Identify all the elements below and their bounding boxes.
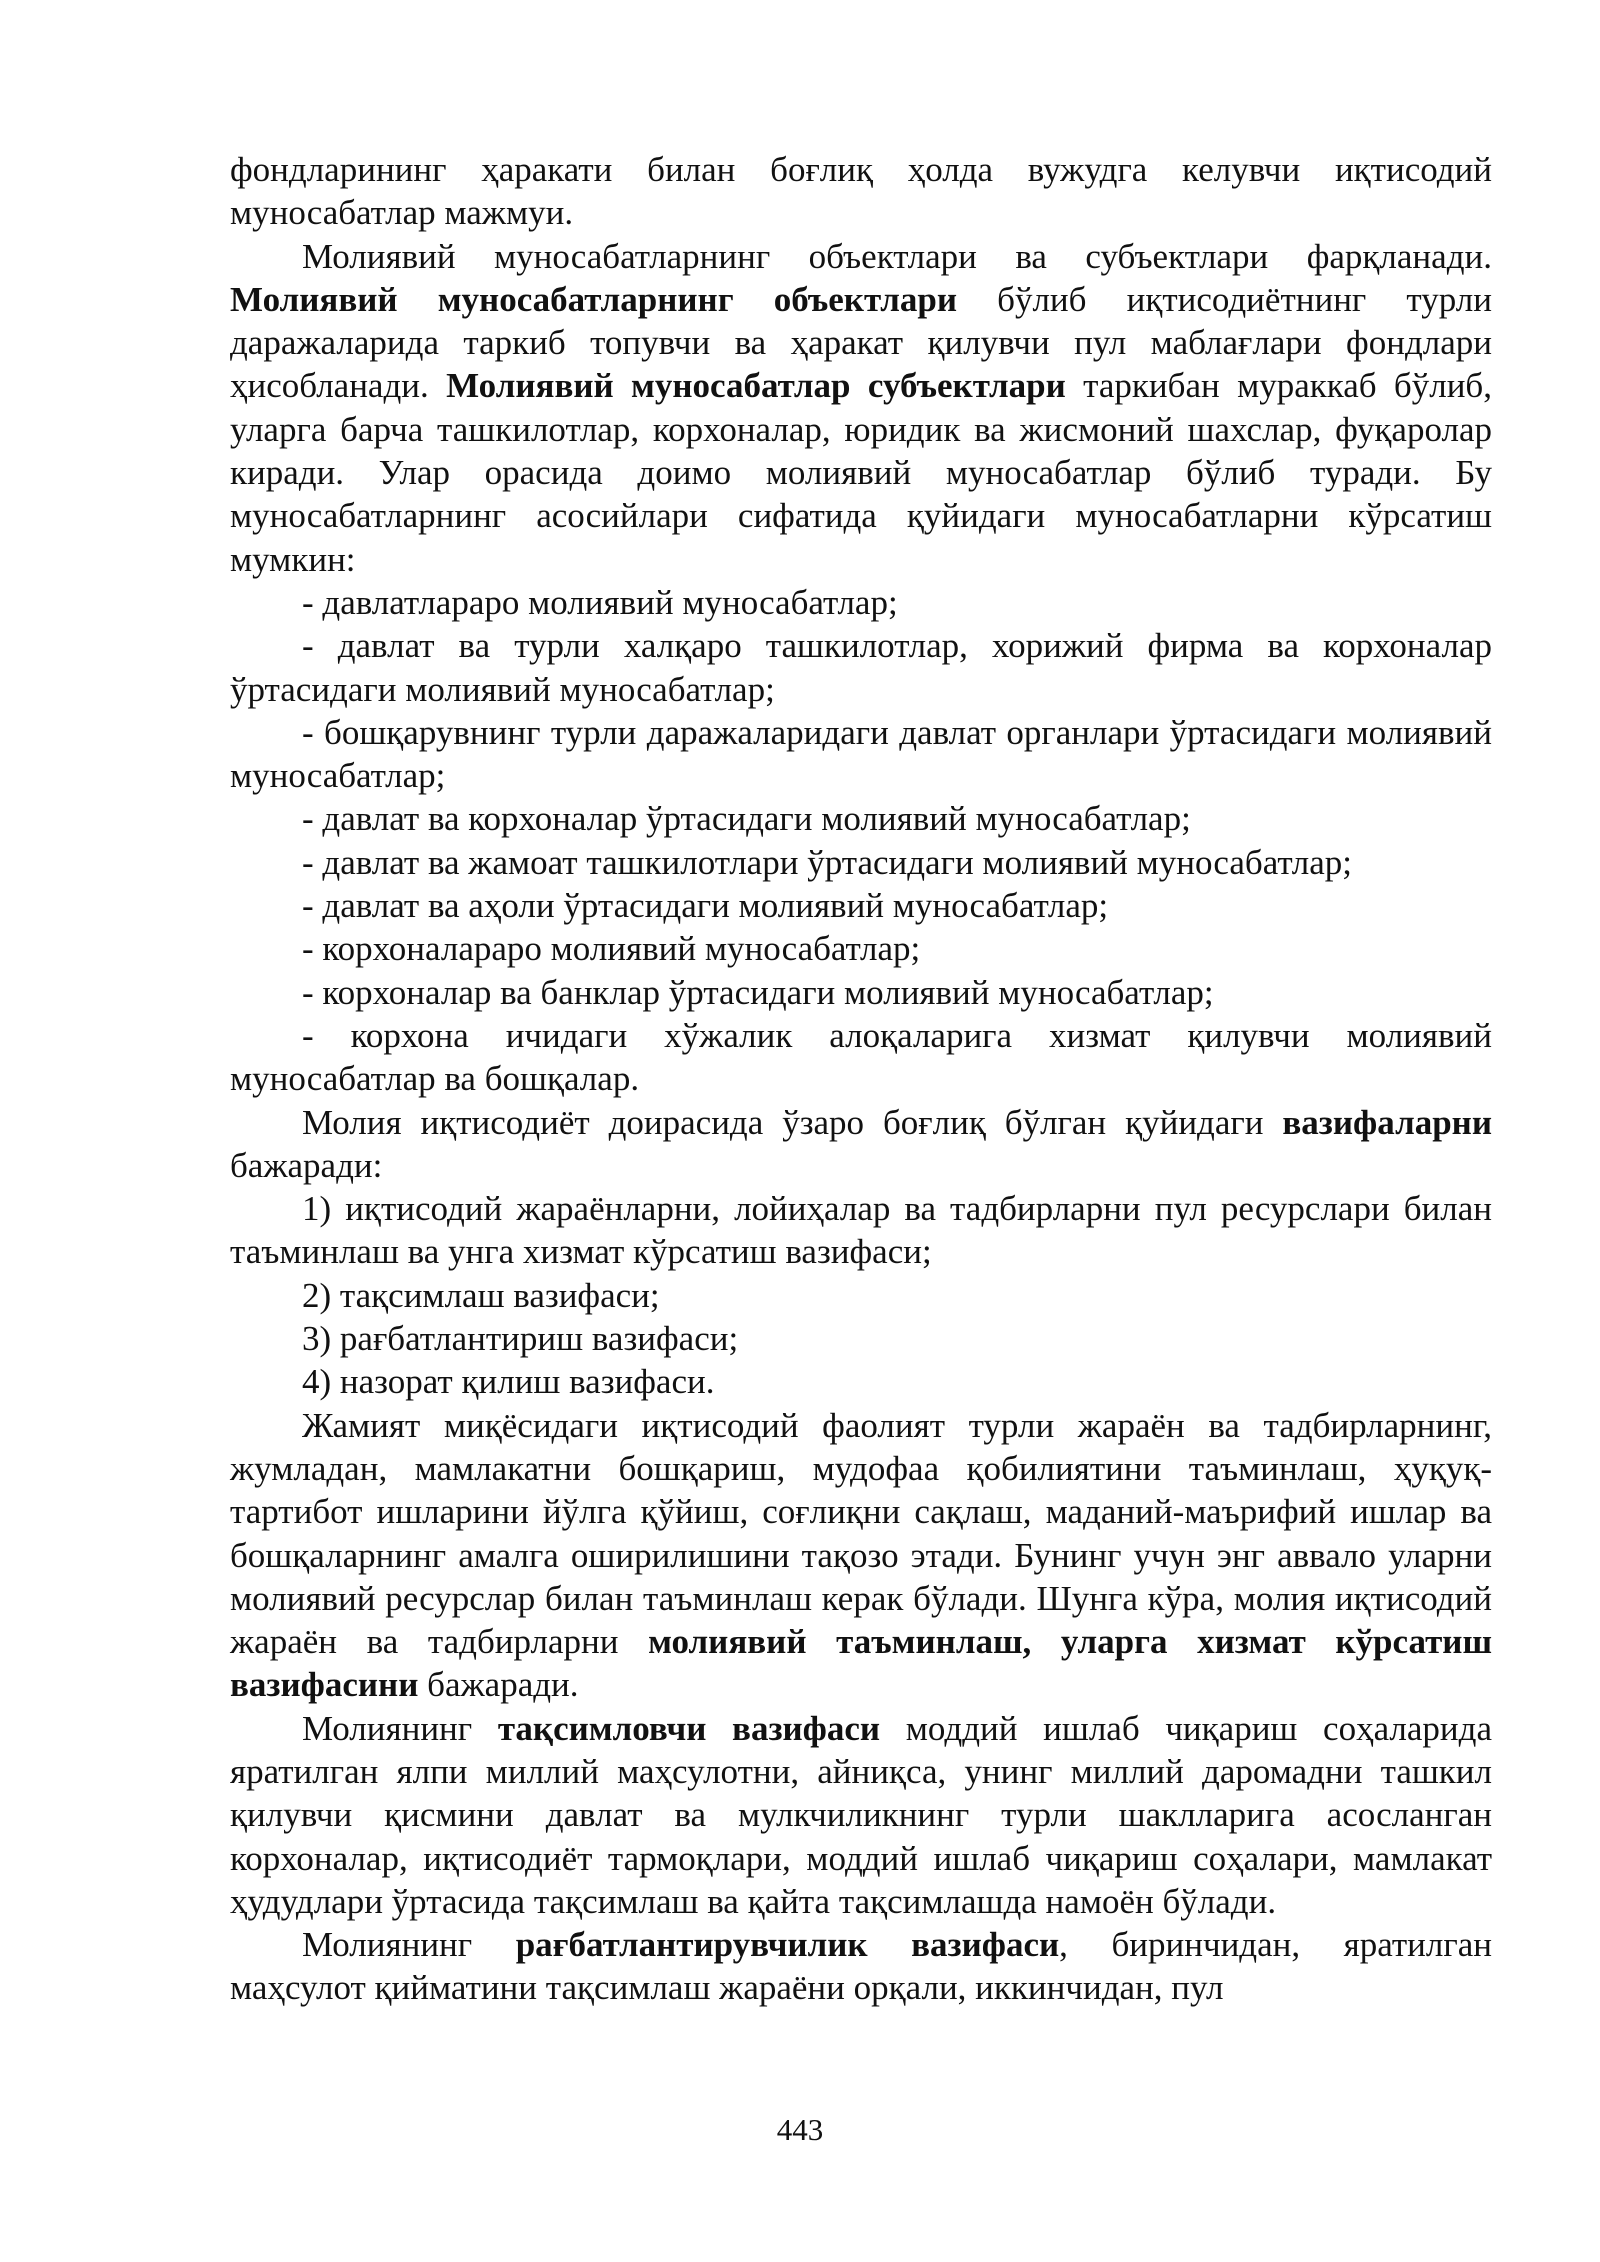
paragraph [230, 624, 1492, 711]
text-run: Молиянинг [302, 1925, 516, 1965]
paragraph [230, 1404, 1492, 1707]
text-run: - корхоналар ва банклар ўртасидаги молиявий муносабатлар; [302, 972, 1214, 1012]
paragraph [230, 1707, 1492, 1923]
paragraph [230, 1101, 1492, 1188]
page-number: 443 [776, 2112, 824, 2147]
text-run: бажаради: [230, 1145, 383, 1185]
paragraph [230, 884, 1492, 927]
text-run: 3) рағбатлантириш вазифаси; [302, 1319, 739, 1359]
text-run: Молиявий муносабатларнинг объектлари ва субъектлари фарқланади. [302, 236, 1492, 276]
text-run: - давлат ва турли халқаро ташкилотлар, хорижий фирма ва корхоналар ўртасидаги молиявий муносабатлар; [230, 626, 1492, 709]
paragraph [230, 1274, 1492, 1317]
text-run: таркибан мураккаб бўлиб, уларга барча ташкилотлар, корхоналар, юридик ва жисмоний шахслар, фуқаролар киради. Улар орасида доимо молиявий муносабатлар бўлиб туради. Бу муносабатларнинг асосийлари сифатида қуйидаги муносабатларни кўрсатиш мумкин: [230, 366, 1492, 579]
bold-term: молиявий таъминлаш, уларга хизмат кўрсатиш вазифасини [230, 1622, 1492, 1705]
bold-term: Молиявий муносабатларнинг объектлари [230, 279, 958, 319]
paragraph [230, 927, 1492, 970]
text-run: - давлат ва корхоналар ўртасидаги молиявий муносабатлар; [302, 799, 1191, 839]
text-run: - бошқарувнинг турли даражаларидаги давлат органлари ўртасидаги молиявий муносабатлар; [230, 712, 1492, 796]
paragraph [230, 1317, 1492, 1360]
paragraph [230, 1923, 1492, 2010]
bold-term: вазифаларни [1282, 1102, 1492, 1142]
text-run: фондларининг ҳаракати билан боғлиқ ҳолда вужудга келувчи иқтисодий муносабатлар мажмуи. [230, 150, 1492, 233]
page-body [230, 148, 1492, 2010]
paragraph [230, 148, 1492, 235]
text-run: - корхона ичидаги хўжалик алоқаларига хизмат қилувчи молиявий муносабатлар ва бошқалар. [230, 1015, 1492, 1099]
text-run: - корхоналараро молиявий муносабатлар; [302, 929, 921, 969]
paragraph [230, 581, 1492, 624]
text-run: , биринчидан, яратилган маҳсулот қийматини тақсимлаш жараёни орқали, иккинчидан, пул [230, 1925, 1493, 2008]
paragraph [230, 1187, 1492, 1274]
text-run: Молия иқтисодиёт доирасида ўзаро боғлиқ бўлган қуйидаги [302, 1102, 1283, 1142]
paragraph [230, 971, 1492, 1014]
text-run: моддий ишлаб чиқариш соҳаларида яратилган ялпи миллий маҳсулотни, айниқса, унинг миллий даромадни ташкил қилувчи қисмини давлат ва мулкчиликнинг турли шаклларига асосланган корхоналар, иқтисодиёт тармоқлари, моддий ишлаб чиқариш соҳалари, мамлакат ҳудудлари ўртасида тақсимлаш ва қайта тақсимлашда намоён бўлади. [230, 1708, 1492, 1921]
text-run: бўлиб иқтисодиётнинг турли даражаларида таркиб топувчи ва ҳаракат қилувчи пул маблағлари фондлари ҳисобланади. [230, 279, 1492, 406]
bold-term: рағбатлантирувчилик вазифаси [515, 1925, 1060, 1965]
text-run: Молиянинг [302, 1708, 498, 1748]
text-run: - давлат ва аҳоли ўртасидаги молиявий муносабатлар; [302, 886, 1109, 926]
text-run: 1) иқтисодий жараёнларни, лойиҳалар ва тадбирларни пул ресурслари билан таъминлаш ва унга хизмат кўрсатиш вазифаси; [230, 1189, 1492, 1272]
paragraph [230, 797, 1492, 840]
text-run: 2) тақсимлаш вазифаси; [302, 1275, 660, 1315]
text-run: - давлат ва жамоат ташкилотлари ўртасидаги молиявий муносабатлар; [302, 842, 1352, 882]
bold-term: Молиявий муносабатлар субъектлари [446, 366, 1066, 406]
paragraph [230, 711, 1492, 798]
paragraph [230, 235, 1492, 581]
text-run: 4) назорат қилиш вазифаси. [302, 1362, 715, 1402]
paragraph [230, 1360, 1492, 1403]
text-run: Жамият миқёсидаги иқтисодий фаолият турли жараён ва тадбирларнинг, жумладан, мамлакатни бошқариш, мудофаа қобилиятини таъминлаш, ҳуқуқ-тартибот ишларини йўлга қўйиш, соғлиқни сақлаш, маданий-маърифий ишлар ва бошқаларнинг амалга оширилишини тақозо этади. Бунинг учун энг аввало уларни молиявий ресурслар билан таъминлаш керак бўлади. Шунга кўра, молия иқтисодий жараён ва тадбирларни [230, 1405, 1492, 1662]
bold-term: тақсимловчи вазифаси [497, 1708, 881, 1748]
paragraph [230, 841, 1492, 884]
text-run: - давлатлараро молиявий муносабатлар; [302, 582, 898, 622]
text-run: бажаради. [418, 1665, 579, 1705]
paragraph [230, 1014, 1492, 1101]
